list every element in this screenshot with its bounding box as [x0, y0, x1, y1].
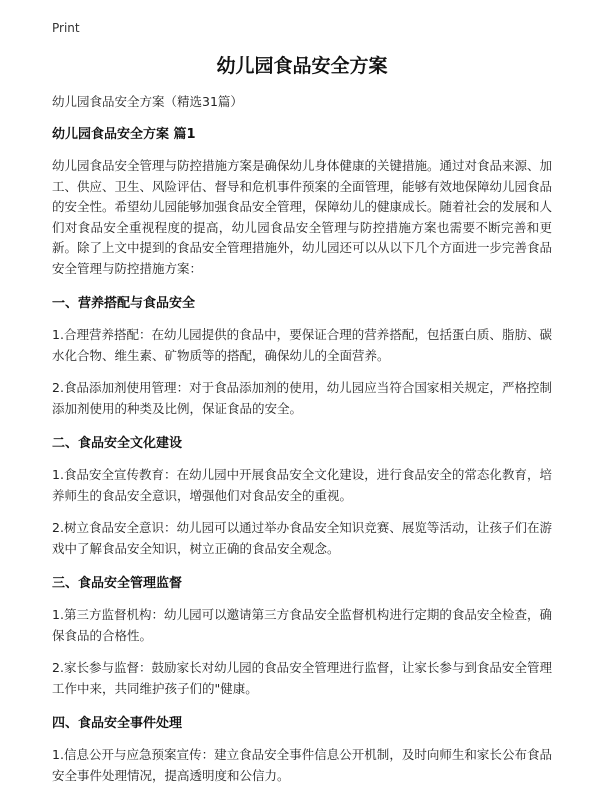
- section-heading-culture: 二、食品安全文化建设: [52, 436, 183, 451]
- article-heading: 幼儿园食品安全方案 篇1: [52, 127, 196, 142]
- document-subtitle: 幼儿园食品安全方案（精选31篇）: [52, 94, 243, 109]
- section-heading-nutrition: 一、营养搭配与食品安全: [52, 296, 196, 311]
- section-heading-supervision: 三、食品安全管理监督: [52, 576, 183, 591]
- section-item: 2.家长参与监督：鼓励家长对幼儿园的食品安全管理进行监督，让家长参与到食品安全管理工作中来，共同维护孩子们的"健康。: [52, 660, 552, 696]
- section-heading-incident: 四、食品安全事件处理: [52, 716, 183, 731]
- intro-paragraph: 幼儿园食品安全管理与防控措施方案是确保幼儿身体健康的关键措施。通过对食品来源、加工、供应、卫生、风险评估、督导和危机事件预案的全面管理，能够有效地保障幼儿园食品的安全性。希望幼儿园能够加强食品安全管理，保障幼儿的健康成长。随着社会的发展和人们对食品安全重视程度的提高，幼儿园食品安全管理与防控措施方案也需要不断完善和更新。除了上文中提到的食品安全管理措施外，幼儿园还可以从以下几个方面进一步完善食品安全管理与防控措施方案：: [52, 158, 553, 276]
- section-item: 2.食品添加剂使用管理：对于食品添加剂的使用，幼儿园应当符合国家相关规定，严格控制添加剂使用的种类及比例，保证食品的安全。: [52, 380, 552, 416]
- section-item: 1.食品安全宣传教育：在幼儿园中开展食品安全文化建设，进行食品安全的常态化教育，培养师生的食品安全意识，增强他们对食品安全的重视。: [52, 467, 552, 503]
- section-item: 1.信息公开与应急预案宣传：建立食品安全事件信息公开机制，及时向师生和家长公布食品安全事件处理情况，提高透明度和公信力。: [52, 747, 552, 783]
- page-title: 幼儿园食品安全方案: [216, 55, 388, 77]
- document-body: [52, 52, 552, 786]
- section-item: 2.树立食品安全意识：幼儿园可以通过举办食品安全知识竞赛、展览等活动，让孩子们在游戏中了解食品安全知识，树立正确的食品安全观念。: [52, 520, 552, 556]
- section-item: 1.第三方监督机构：幼儿园可以邀请第三方食品安全监督机构进行定期的食品安全检查，确保食品的合格性。: [52, 607, 552, 643]
- print-link[interactable]: Print: [52, 21, 80, 35]
- section-item: 1.合理营养搭配：在幼儿园提供的食品中，要保证合理的营养搭配，包括蛋白质、脂肪、碳水化合物、维生素、矿物质等的搭配，确保幼儿的全面营养。: [52, 327, 552, 363]
